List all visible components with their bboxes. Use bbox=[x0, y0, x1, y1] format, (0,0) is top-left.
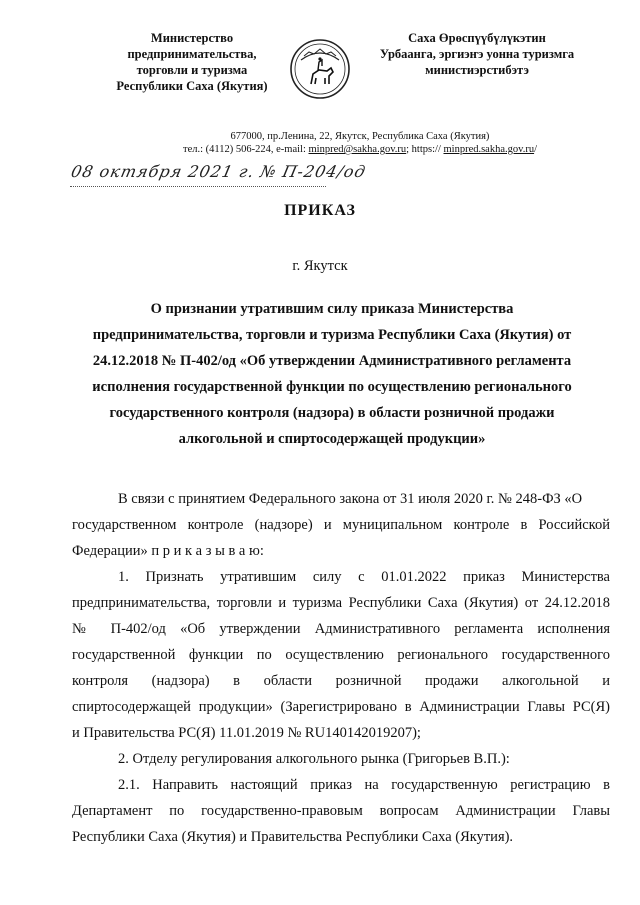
sakha-coat-of-arms-icon bbox=[289, 38, 351, 100]
item1-line: 1. Признать утратившим силу с 01.01.2022 приказ Министерства bbox=[118, 569, 610, 585]
item2-1-line: Республики Саха (Якутия) и Правительства Республики Саха (Якутия). bbox=[72, 829, 514, 845]
email-link[interactable]: minpred@sakha.gov.ru bbox=[308, 144, 407, 155]
ministry-name-line: предпринимательства, bbox=[127, 47, 257, 61]
heading-line: исполнения государственной функции по осуществлению регионального bbox=[92, 379, 572, 395]
ministry-name-line: Саха Өрөспүүбүлүкэтин bbox=[408, 31, 546, 45]
website-suffix: / bbox=[534, 144, 537, 155]
item1-line: спиртосодержащей продукции» (Зарегистрировано в Администрации Главы РС(Я) bbox=[72, 699, 610, 715]
item1-line: предпринимательства, торговли и туризма Республики Саха (Якутия) от 24.12.2018 bbox=[72, 595, 610, 611]
address-block bbox=[140, 130, 580, 156]
ministry-name-line: торговли и туризма bbox=[136, 63, 248, 77]
item1-line: № П-402/од «Об утверждении Административного регламента исполнения bbox=[72, 621, 610, 637]
item2-line: 2. Отделу регулирования алкогольного рынка (Григорьев В.П.): bbox=[118, 751, 510, 767]
word: продажи bbox=[425, 673, 479, 689]
date-underline bbox=[70, 185, 326, 187]
handwritten-date-number: 08 октября 2021 г. № П-204/од bbox=[69, 162, 368, 181]
item1-line: государственной функции по осуществлению регионального государственного bbox=[72, 647, 610, 663]
website-prefix: ; https:// bbox=[406, 144, 444, 155]
preamble-line: В связи с принятием Федерального закона от 31 июля 2020 г. № 248-ФЗ «О bbox=[118, 491, 583, 507]
word: в bbox=[233, 673, 241, 689]
ministry-name-line: министиэрстибэтэ bbox=[425, 63, 529, 77]
word: контроля bbox=[72, 673, 129, 689]
item2-1-line: Департамент по государственно-правовым вопросам Администрации Главы bbox=[72, 803, 610, 819]
heading-line: государственного контроля (надзора) в области розничной продажи bbox=[109, 405, 555, 421]
heading-line: О признании утратившим силу приказа Министерства bbox=[150, 301, 514, 317]
phone-text: тел.: (4112) 506-224, e-mail: bbox=[183, 144, 309, 155]
item1-line: и Правительства РС(Я) 11.01.2019 № RU140142019207); bbox=[72, 725, 421, 741]
ministry-name-line: Урбаанга, эргиэҥэ уонна туризмга bbox=[379, 47, 575, 61]
preamble-line: государственном контроле (надзоре) и муниципальном контроле в Российской bbox=[72, 517, 610, 533]
document-city: г. Якутск bbox=[292, 258, 348, 274]
website-link[interactable]: minpred.sakha.gov.ru bbox=[443, 144, 535, 155]
preamble-line: Федерации» п р и к а з ы в а ю: bbox=[72, 543, 264, 559]
contact-line bbox=[140, 143, 580, 156]
item2-1-line: 2.1. Направить настоящий приказ на государственную регистрацию в bbox=[118, 777, 610, 793]
document-type: ПРИКАЗ bbox=[284, 202, 356, 219]
word: розничной bbox=[335, 673, 402, 689]
word: и bbox=[602, 673, 610, 689]
ministry-name-line: Министерство bbox=[150, 31, 234, 45]
postal-address: 677000, пр.Ленина, 22, Якутск, Республика Саха (Якутия) bbox=[230, 131, 490, 142]
word: алкогольной bbox=[502, 673, 579, 689]
word: области bbox=[263, 673, 313, 689]
document-heading bbox=[92, 296, 572, 452]
heading-line: алкогольной и спиртосодержащей продукции» bbox=[178, 431, 486, 447]
ministry-name-yakut bbox=[372, 30, 582, 78]
heading-line: предпринимательства, торговли и туризма Республики Саха (Якутия) от bbox=[92, 327, 572, 343]
ministry-name-line: Республики Саха (Якутия) bbox=[116, 79, 268, 93]
item1-line bbox=[72, 668, 610, 694]
ministry-name-russian bbox=[92, 30, 292, 94]
word: (надзора) bbox=[151, 673, 210, 689]
heading-line: 24.12.2018 № П-402/од «Об утверждении Административного регламента bbox=[92, 353, 572, 369]
